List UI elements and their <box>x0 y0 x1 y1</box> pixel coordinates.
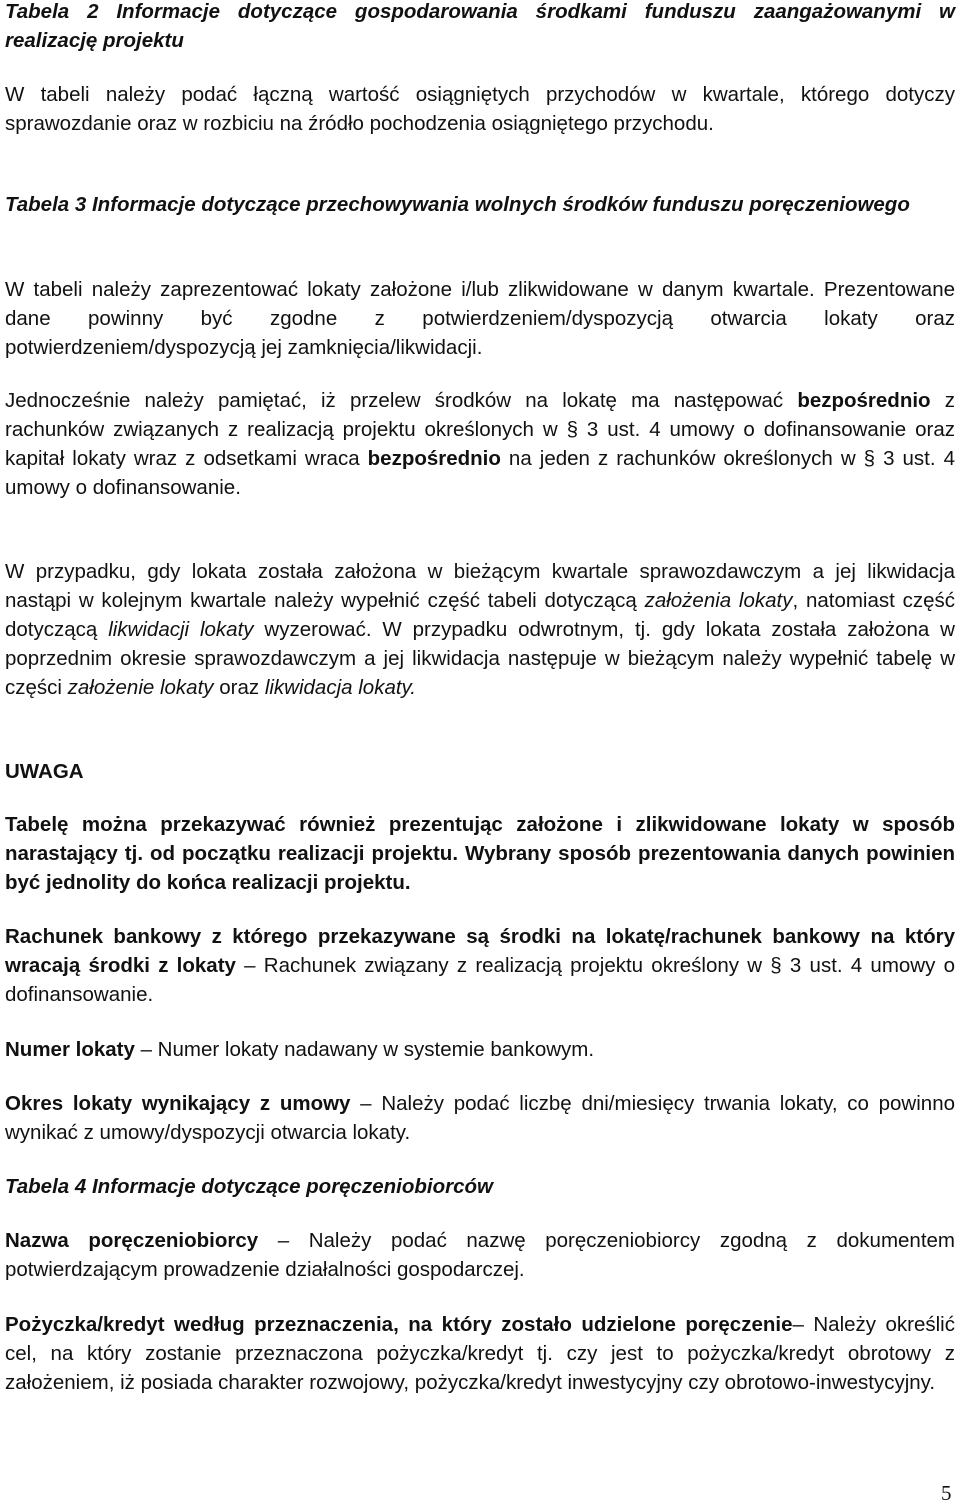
table2-description: W tabeli należy podać łączną wartość osiągniętych przychodów w kwartale, którego dotyczy sprawozdanie oraz w rozbiciu na źródło pochodzenia osiągniętego przychodu. <box>5 83 955 135</box>
definition-numer <box>5 1035 955 1064</box>
definition-nazwa <box>5 1226 955 1284</box>
italic-term: założenia lokaty <box>644 589 793 612</box>
definition-term: Nazwa poręczeniobiorcy <box>5 1229 259 1252</box>
table3-paragraph-3 <box>5 557 955 702</box>
definition-text: – Należy podać nazwę poręczeniobiorcy zgodną z dokumentem potwierdzającym prowadzenie działalności gospodarczej. <box>5 1229 956 1281</box>
text-segment: W przypadku, gdy lokata została założona w bieżącym kwartale sprawozdawczym a jej likwidacja nastąpi w kolejnym kwartale należy wypełnić część tabeli dotyczącą <box>5 560 955 612</box>
definition-rachunek <box>5 922 955 1009</box>
bold-term: bezpośrednio <box>367 447 501 470</box>
text-segment: , natomiast część dotyczącą <box>5 589 955 641</box>
definition-text: – Należy podać liczbę dni/miesięcy trwania lokaty, co powinno wynikać z umowy/dyspozycji otwarcia lokaty. <box>5 1092 955 1144</box>
definition-term: Okres lokaty wynikający z umowy <box>5 1092 351 1115</box>
italic-term: likwidacji lokaty <box>108 618 254 641</box>
definition-okres <box>5 1089 955 1147</box>
definition-text: – Rachunek związany z realizacją projektu określony w § 3 ust. 4 umowy o dofinansowanie. <box>5 954 955 1006</box>
table3-paragraph-1: W tabeli należy zaprezentować lokaty założone i/lub zlikwidowane w danym kwartale. Prezentowane dane powinny być zgodne z potwierdzeniem/dyspozycją otwarcia lokaty oraz potwierdzeniem/dyspozycją jej zamknięcia/likwidacji. <box>5 278 955 359</box>
text-segment: z rachunków związanych z realizacją projektu określonych w § 3 ust. 4 umowy o dofinansowanie oraz kapitał lokaty wraz z odsetkami wraca <box>5 389 955 470</box>
definition-term: Pożyczka/kredyt według przeznaczenia, na który zostało udzielone poręczenie <box>5 1313 793 1336</box>
text-segment: Jednocześnie należy pamiętać, iż przelew środków na lokatę ma następować <box>5 389 798 412</box>
definition-text: – Należy określić cel, na który zostanie przeznaczona pożyczka/kredyt tj. czy jest to pożyczka/kredyt obrotowy z założeniem, iż posiada charakter rozwojowy, pożyczka/kredyt inwestycyjny czy obrotowo-inwestycyjny. <box>5 1313 955 1394</box>
text-segment: na jeden z rachunków określonych w § 3 ust. 4 umowy o dofinansowanie. <box>5 447 955 499</box>
text-segment: oraz <box>213 676 265 699</box>
page-number: 5 <box>941 1481 952 1505</box>
table4-heading: Tabela 4 Informacje dotyczące poręczeniobiorców <box>5 1175 493 1198</box>
text-segment: wyzerować. W przypadku odwrotnym, tj. gdy lokata została założona w poprzednim okresie sprawozdawczym a jej likwidacja następuje w bieżącym należy wypełnić tabelę w części <box>5 618 955 699</box>
italic-term: założenie lokaty <box>67 676 214 699</box>
table2-heading: Tabela 2 Informacje dotyczące gospodarowania środkami funduszu zaangażowanymi w realizację projektu <box>5 0 955 52</box>
definition-term: Rachunek bankowy z którego przekazywane są środki na lokatę/rachunek bankowy na który wracają środki z lokaty <box>5 925 955 977</box>
definition-term: Numer lokaty <box>5 1038 135 1061</box>
definition-text: – Numer lokaty nadawany w systemie bankowym. <box>134 1038 595 1061</box>
table3-heading: Tabela 3 Informacje dotyczące przechowywania wolnych środków funduszu poręczeniowego <box>5 193 910 216</box>
bold-term: bezpośrednio <box>797 389 931 412</box>
italic-term: likwidacja lokaty. <box>264 676 416 699</box>
uwaga-heading: UWAGA <box>5 760 84 783</box>
uwaga-text: Tabelę można przekazywać również prezentując założone i zlikwidowane lokaty w sposób narastający tj. od początku realizacji projektu. Wybrany sposób prezentowania danych powinien być jednolity do końca realizacji projektu. <box>5 813 955 894</box>
table3-paragraph-2 <box>5 386 955 502</box>
definition-pozyczka <box>5 1310 955 1397</box>
